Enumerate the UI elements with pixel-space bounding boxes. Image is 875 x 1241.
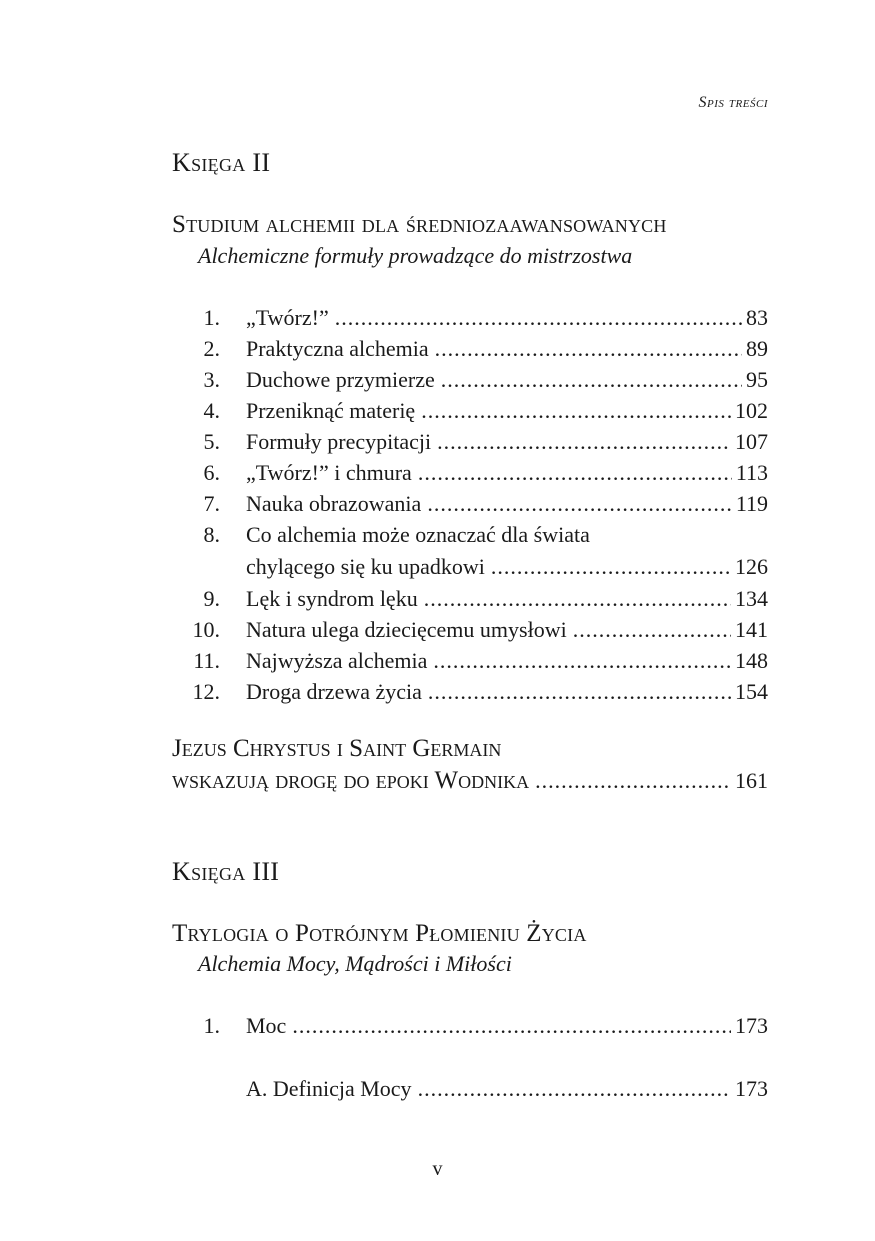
toc-entry-title: Droga drzewa życia: [246, 679, 422, 704]
toc-entry-page: 134: [735, 586, 768, 611]
toc-subentry[interactable]: [172, 1073, 768, 1104]
toc-leader-dots: [435, 333, 742, 364]
toc-special-title-line2: wskazują drogę do epoki Wodnika: [172, 767, 530, 794]
toc-entry[interactable]: [172, 583, 768, 614]
toc-entry-title: Moc: [246, 1013, 287, 1038]
toc-entry-page: 89: [746, 336, 768, 361]
section-subtitle-3: Alchemia Mocy, Mądrości i Miłości: [198, 951, 512, 976]
toc-entry-page: 119: [735, 491, 768, 516]
toc-entry-number: 1.: [203, 1013, 220, 1038]
toc-entry-title: Praktyczna alchemia: [246, 336, 429, 361]
section-subtitle-2: Alchemiczne formuły prowadzące do mistrzostwa: [198, 243, 633, 268]
toc-leader-dots: [427, 488, 732, 519]
toc-entry-title: Najwyższa alchemia: [246, 648, 428, 673]
toc-entry[interactable]: [172, 1010, 768, 1041]
toc-leader-dots: [535, 765, 731, 797]
toc-entry-page: 95: [746, 367, 768, 392]
toc-leader-dots: [335, 302, 742, 333]
toc-entry-page: 148: [735, 648, 768, 673]
toc-leader-dots: [418, 1073, 731, 1104]
toc-entry[interactable]: [172, 333, 768, 364]
toc-entry-title: chylącego się ku upadkowi: [246, 554, 485, 579]
toc-entry-number: 11.: [193, 648, 220, 673]
toc-entry-title: Formuły precypitacji: [246, 429, 432, 454]
toc-entry[interactable]: [172, 457, 768, 488]
section-title-2: Studium alchemii dla średniozaawansowanych: [172, 211, 667, 238]
toc-entry-title: Natura ulega dziecięcemu umysłowi: [246, 617, 567, 642]
toc-entry[interactable]: [172, 302, 768, 333]
toc-leader-dots: [428, 676, 731, 707]
toc-entry-page: 173: [735, 1076, 768, 1101]
toc-entry-title: Lęk i syndrom lęku: [246, 586, 418, 611]
toc-entry-title: A. Definicja Mocy: [246, 1076, 412, 1101]
toc-entry-page: 141: [735, 617, 768, 642]
toc-entry[interactable]: [172, 676, 768, 707]
toc-entry-page: 83: [746, 305, 768, 330]
book-title-2: Księga II: [172, 148, 271, 177]
toc-leader-dots: [421, 395, 731, 426]
toc-special-title-line1: Jezus Chrystus i Saint Germain: [172, 735, 502, 762]
toc-entry-page: 107: [735, 429, 768, 454]
toc-entry-number: 9.: [203, 586, 220, 611]
toc-entry-page: 113: [735, 460, 768, 485]
book-title-3: Księga III: [172, 857, 280, 886]
toc-entry-page: 161: [735, 768, 768, 793]
toc-entry-number: 10.: [192, 617, 220, 642]
toc-entry-page: 154: [735, 679, 768, 704]
toc-entry-number: 7.: [203, 491, 220, 516]
toc-entry-number: 4.: [203, 398, 220, 423]
toc-entry-page: 126: [735, 554, 768, 579]
toc-leader-dots: [433, 645, 731, 676]
toc-leader-dots: [491, 551, 731, 582]
toc-entry-number: 1.: [203, 305, 220, 330]
toc-entry-page: 102: [735, 398, 768, 423]
toc-entry-number: 3.: [203, 367, 220, 392]
toc-entry[interactable]: [172, 395, 768, 426]
toc-entry-number: 2.: [203, 336, 220, 361]
toc-entry-page: 173: [735, 1013, 768, 1038]
toc-entry-number: 8.: [203, 522, 220, 547]
toc-entry-number: 12.: [192, 679, 220, 704]
toc-entry-title: Przeniknąć materię: [246, 398, 416, 423]
toc-leader-dots: [424, 583, 731, 614]
toc-entry-title: Duchowe przymierze: [246, 367, 435, 392]
toc-leader-dots: [292, 1010, 731, 1041]
toc-entry[interactable]: [172, 614, 768, 645]
toc-special-entry-line2[interactable]: [172, 765, 768, 797]
toc-entry[interactable]: [172, 645, 768, 676]
toc-special-entry-line1[interactable]: [172, 733, 768, 765]
toc-entry-number: 6.: [203, 460, 220, 485]
toc-leader-dots: [418, 457, 732, 488]
toc-entry[interactable]: [172, 519, 768, 550]
toc-entry-title: „Twórz!”: [246, 305, 329, 330]
toc-leader-dots: [437, 426, 731, 457]
toc-entry-title: Co alchemia może oznaczać dla świata: [246, 522, 590, 547]
toc-leader-dots: [441, 364, 742, 395]
toc-leader-dots: [573, 614, 731, 645]
toc-entry[interactable]: [172, 364, 768, 395]
toc-entry[interactable]: [172, 426, 768, 457]
running-head: Spis treści: [698, 94, 768, 111]
toc-entry[interactable]: [172, 488, 768, 519]
page-number: v: [432, 1158, 443, 1180]
section-title-3: Trylogia o Potrójnym Płomieniu Życia: [172, 920, 587, 947]
toc-entry-title: Nauka obrazowania: [246, 491, 422, 516]
toc-entry-continuation[interactable]: [172, 551, 768, 582]
toc-entry-number: 5.: [203, 429, 220, 454]
toc-entry-title: „Twórz!” i chmura: [246, 460, 412, 485]
